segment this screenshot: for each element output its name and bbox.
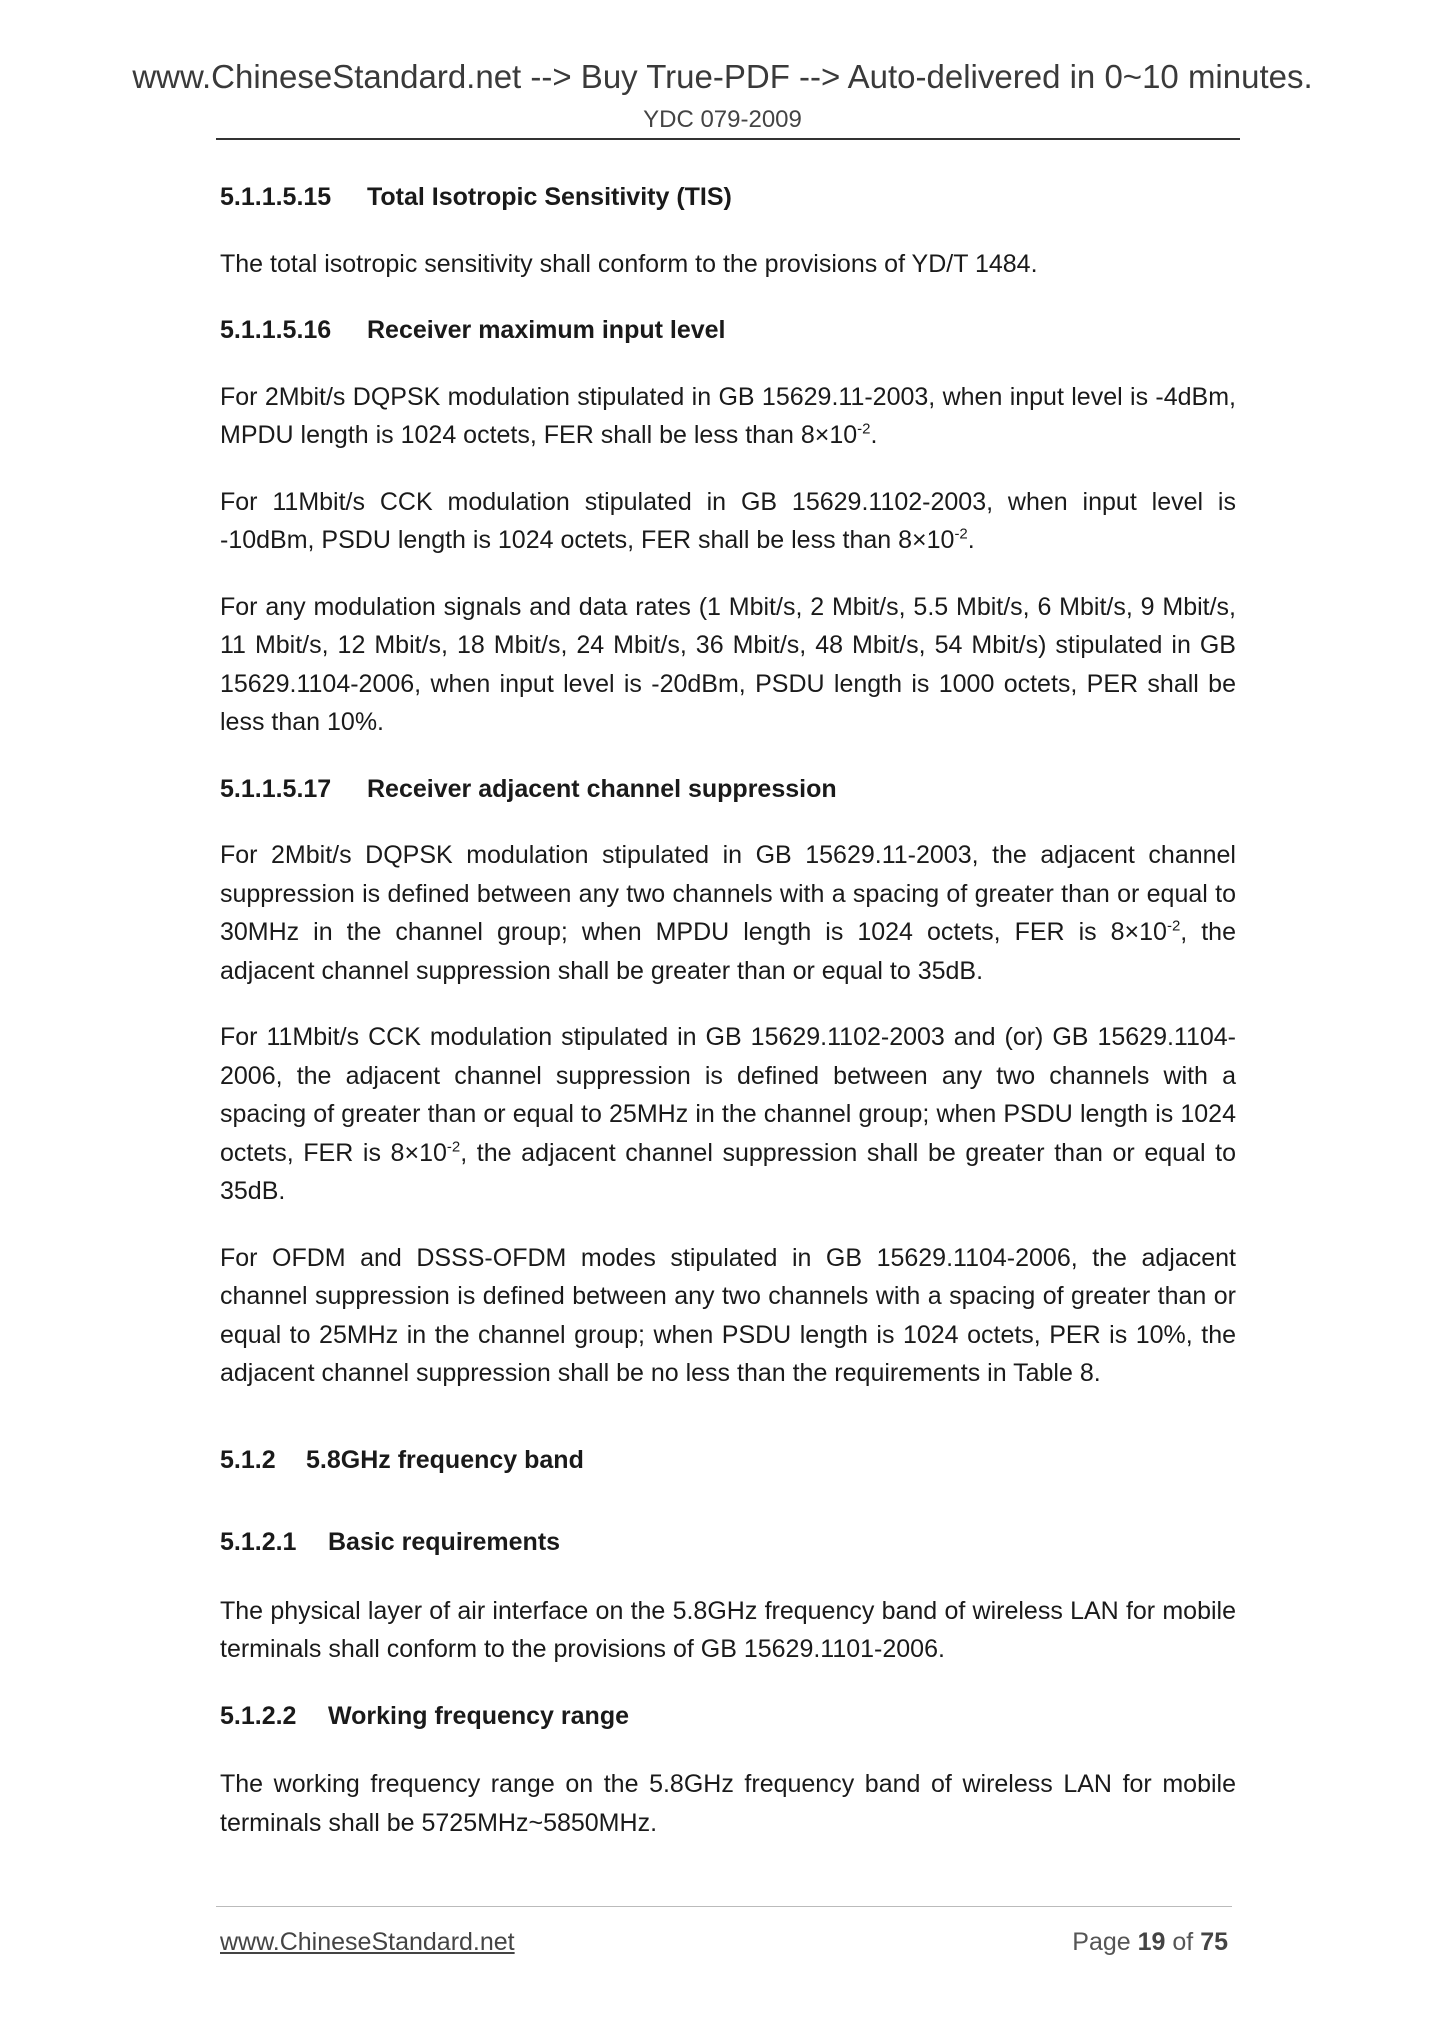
- page-body: [220, 178, 1236, 1870]
- paragraph-text: For 11Mbit/s CCK modulation stipulated in GB 15629.1102-2003 and (or) GB 15629.1104-2006, the adjacent channel suppression is defined between any two channels with a spacing of greater than or equal to 25MHz in the channel group; when PSDU length is 1024 octets, FER is 8×10: [220, 1023, 1236, 1167]
- page-total: 75: [1200, 1928, 1228, 1956]
- paragraph: [220, 378, 1236, 455]
- document-number: YDC 079-2009: [643, 106, 802, 133]
- exponent: -2: [954, 525, 968, 543]
- paragraph-text: , the adjacent channel suppression shall be greater than or equal to 35dB.: [220, 918, 1236, 985]
- section-title: Working frequency range: [328, 1701, 629, 1730]
- top-banner: www.ChineseStandard.net --> Buy True-PDF --> Auto-delivered in 0~10 minutes.: [132, 58, 1313, 95]
- paragraph-text: For 11Mbit/s CCK modulation stipulated in GB 15629.1102-2003, when input level is -10dBm, PSDU length is 1024 octets, FER shall be less than 8×10: [220, 487, 1236, 554]
- page-label: Page: [1072, 1928, 1131, 1956]
- section-number: 5.1.2.1: [220, 1528, 297, 1556]
- exponent: -2: [857, 420, 871, 438]
- section-title: Receiver adjacent channel suppression: [367, 774, 837, 803]
- paragraph: For any modulation signals and data rates (1 Mbit/s, 2 Mbit/s, 5.5 Mbit/s, 6 Mbit/s, 9 Mbit/s, 11 Mbit/s, 12 Mbit/s, 18 Mbit/s, 24 Mbit/s, 36 Mbit/s, 48 Mbit/s, 54 Mbit/s) stipulated in GB 15629.1104-2006, when input level is -20dBm, PSDU length is 1000 octets, PER shall be less than 10%.: [220, 592, 1236, 736]
- section-title: 5.8GHz frequency band: [306, 1445, 584, 1474]
- section-number: 5.1.2.2: [220, 1701, 297, 1730]
- section-number: 5.1.2: [220, 1445, 276, 1474]
- section-title: Receiver maximum input level: [367, 316, 726, 344]
- spacer: [220, 1421, 1236, 1441]
- section-heading-5-1-2-2: [220, 1697, 1236, 1736]
- section-title: Basic requirements: [328, 1528, 561, 1556]
- section-heading-5-1-2-1: [220, 1523, 1236, 1562]
- section-number: 5.1.1.5.15: [220, 183, 332, 211]
- paragraph: The physical layer of air interface on the 5.8GHz frequency band of wireless LAN for mobile terminals shall conform to the provisions of GB 15629.1101-2006.: [220, 1596, 1236, 1663]
- paragraph: [220, 483, 1236, 560]
- paragraph: The total isotropic sensitivity shall conform to the provisions of YD/T 1484.: [220, 249, 1038, 278]
- exponent: -2: [1166, 917, 1181, 935]
- paragraph-text: .: [967, 526, 975, 554]
- page-indicator: [1072, 1928, 1228, 1957]
- section-number: 5.1.1.5.16: [220, 316, 332, 344]
- section-title: Total Isotropic Sensitivity (TIS): [367, 183, 732, 211]
- section-number: 5.1.1.5.17: [220, 774, 332, 803]
- section-heading-5-1-1-5-17: [220, 770, 1236, 809]
- section-heading-5-1-1-5-15: [220, 178, 1236, 217]
- footer-website-link[interactable]: www.ChineseStandard.net: [220, 1928, 515, 1956]
- paragraph-text: For 2Mbit/s DQPSK modulation stipulated in GB 15629.11-2003, when input level is -4dBm, MPDU length is 1024 octets, FER shall be less than 8×10: [220, 382, 1236, 449]
- page-current: 19: [1137, 1928, 1166, 1956]
- paragraph-text: , the adjacent channel suppression shall be greater than or equal to 35dB.: [220, 1138, 1236, 1205]
- paragraph-text: .: [870, 421, 878, 449]
- paragraph: The working frequency range on the 5.8GHz frequency band of wireless LAN for mobile terminals shall be 5725MHz~5850MHz.: [220, 1770, 1236, 1837]
- section-heading-5-1-1-5-16: [220, 311, 1236, 350]
- paragraph: [220, 836, 1236, 990]
- header-divider: [216, 138, 1240, 140]
- paragraph: [220, 1018, 1236, 1211]
- exponent: -2: [446, 1138, 461, 1156]
- paragraph: For OFDM and DSSS-OFDM modes stipulated in GB 15629.1104-2006, the adjacent channel suppression is defined between any two channels with a spacing of greater than or equal to 25MHz in the channel group; when PSDU length is 1024 octets, PER is 10%, the adjacent channel suppression shall be no less than the requirements in Table 8.: [220, 1243, 1236, 1387]
- footer-divider: [216, 1906, 1232, 1907]
- paragraph-text: For 2Mbit/s DQPSK modulation stipulated in GB 15629.11-2003, the adjacent channel suppression is defined between any two channels with a spacing of greater than or equal to 30MHz in the channel group; when MPDU length is 1024 octets, FER is 8×10: [220, 841, 1236, 946]
- page-of: of: [1172, 1928, 1194, 1956]
- section-heading-5-1-2: [220, 1441, 1236, 1480]
